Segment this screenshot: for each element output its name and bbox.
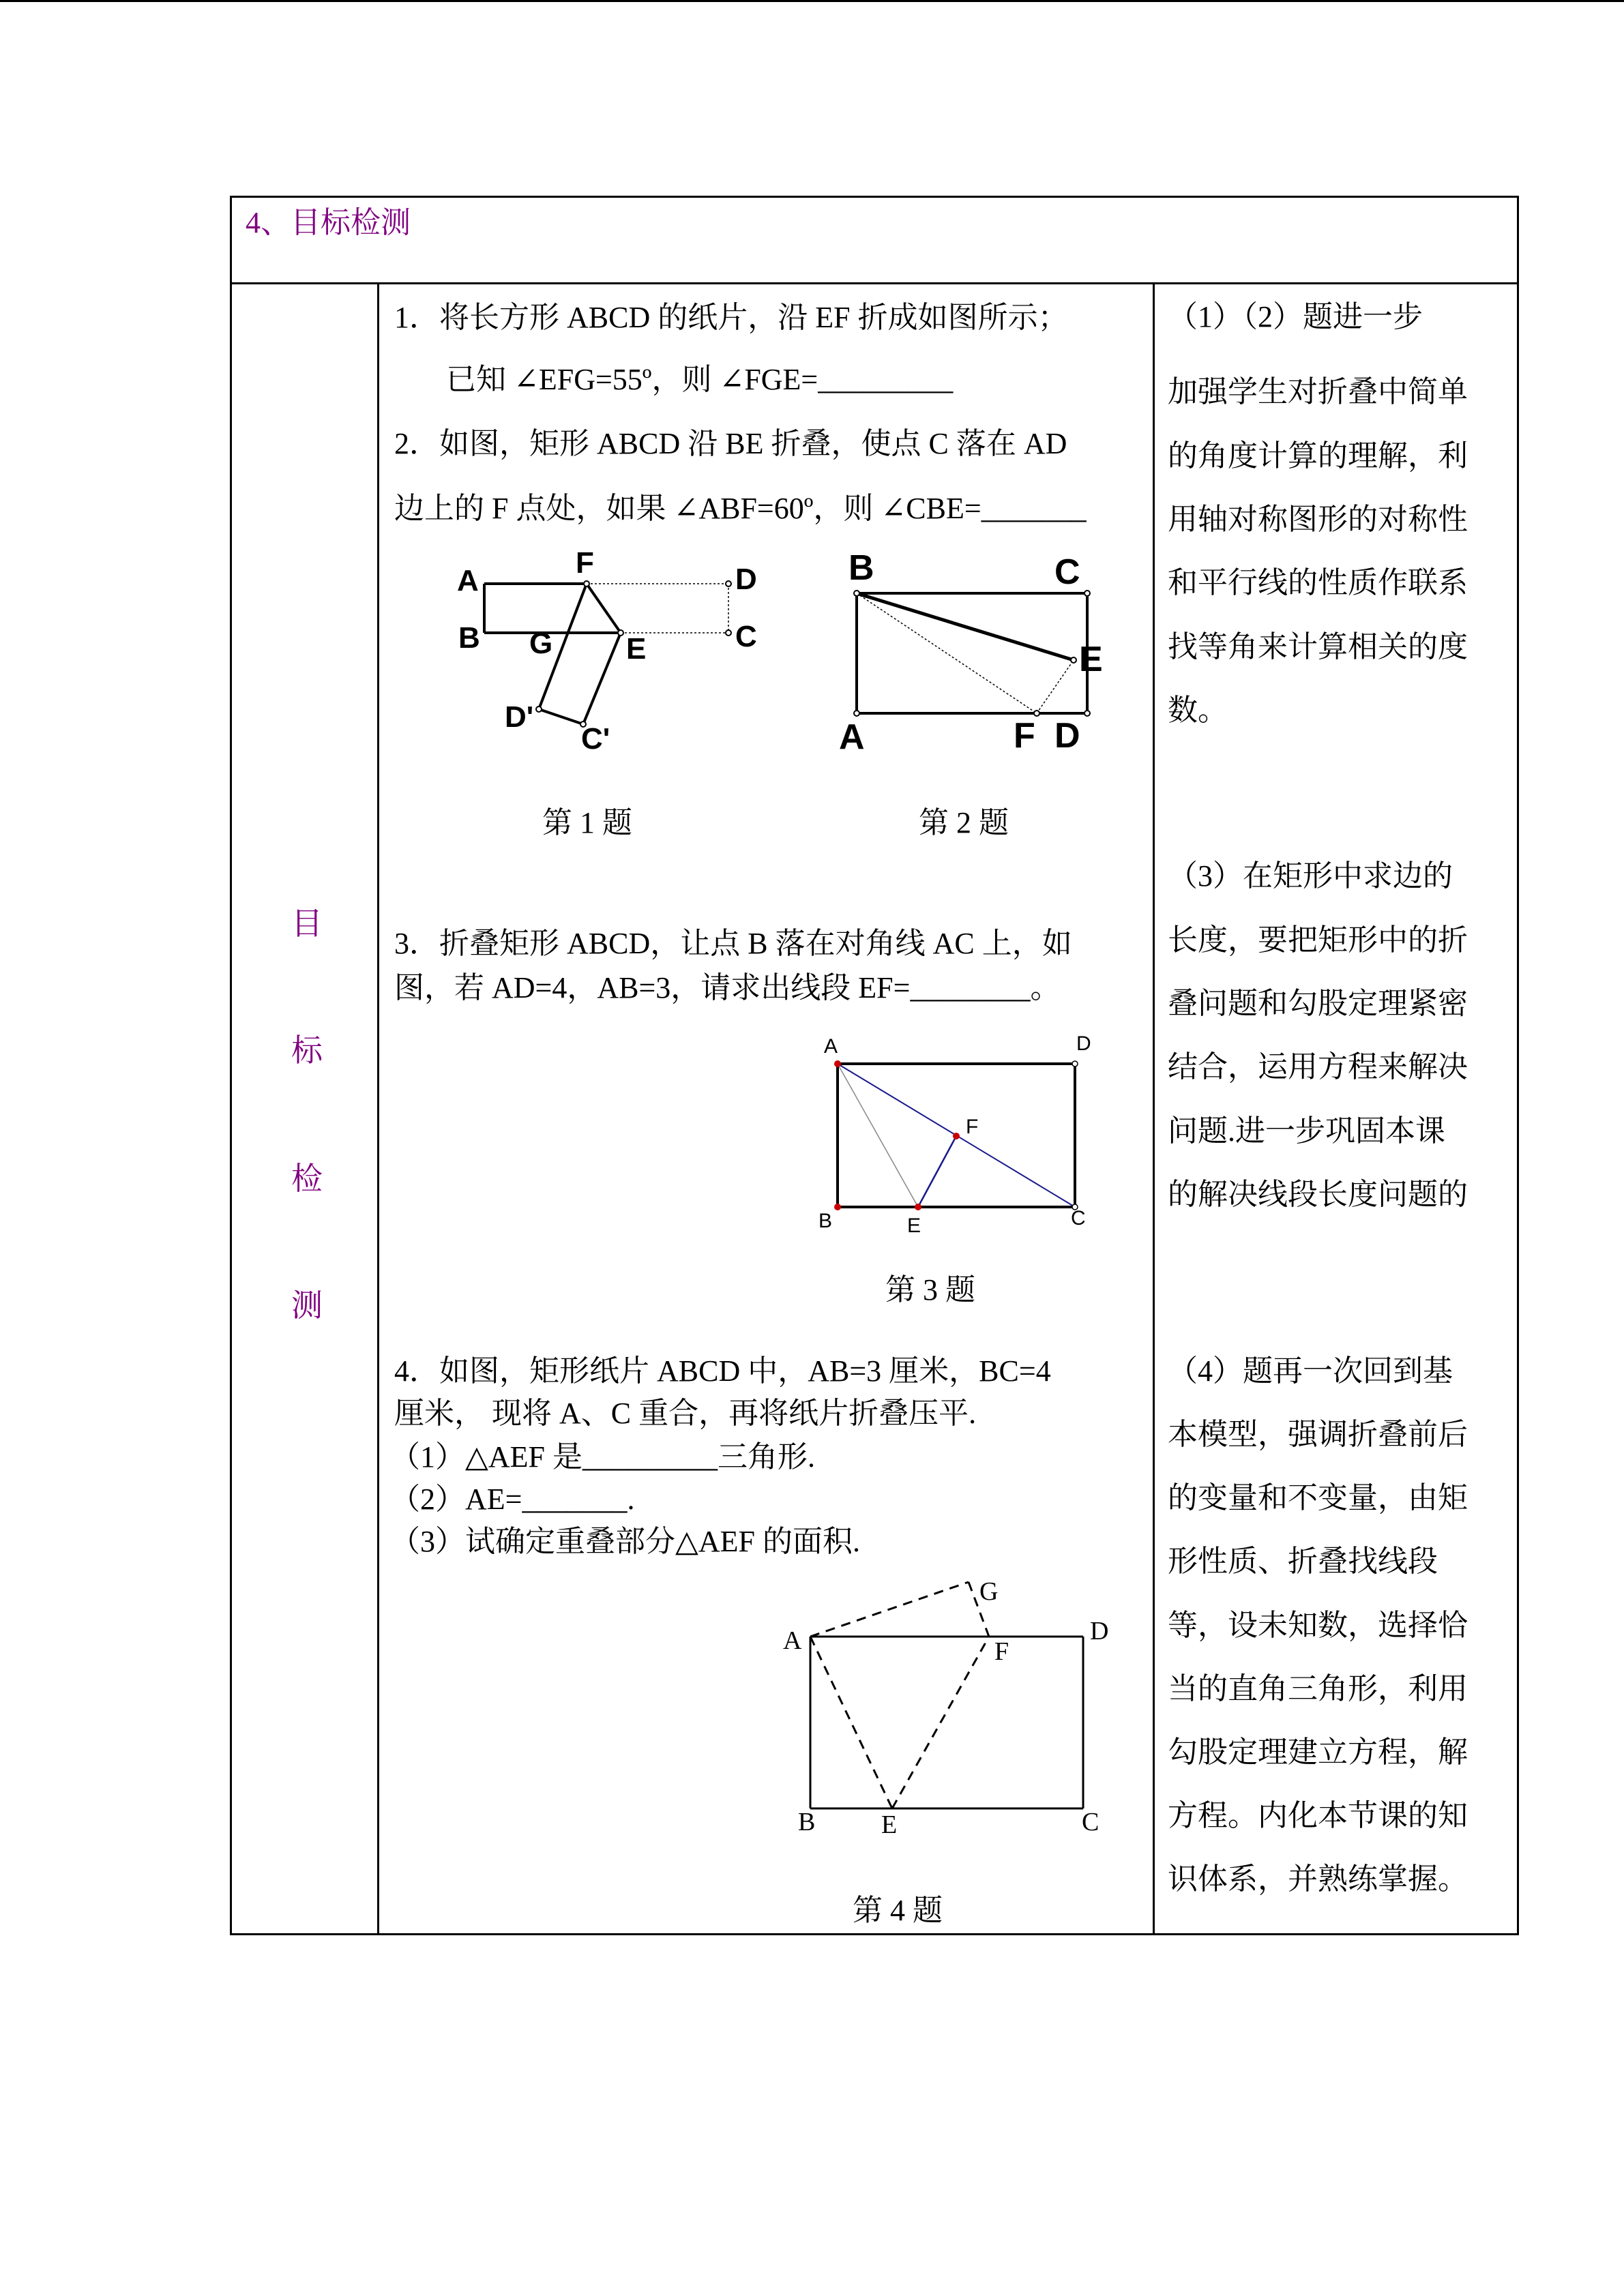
fig4-shapes <box>810 1582 1083 1808</box>
fig2-label-B: B <box>848 548 874 588</box>
caption-fig4: 第 4 题 <box>853 1894 943 1927</box>
fig1-label-C-prime: C' <box>581 722 610 756</box>
fig1-label-G: G <box>529 627 553 660</box>
note1-line1: （1）（2）题进一步 <box>1168 300 1423 333</box>
fig3-label-F: F <box>966 1116 979 1138</box>
fig2-label-C: C <box>1054 552 1080 592</box>
note3-line3: 的变量和不变量，由矩 <box>1168 1481 1468 1515</box>
note2-line1: （3）在矩形中求边的 <box>1168 859 1453 893</box>
fig2-label-D: D <box>1054 716 1080 756</box>
caption-fig3: 第 3 题 <box>885 1273 975 1307</box>
note3-line8: 方程。内化本节课的知 <box>1168 1799 1468 1832</box>
q4-line5: （3）试确定重叠部分△AEF 的面积. <box>390 1525 860 1558</box>
fig4-label-F: F <box>994 1637 1009 1666</box>
page-top-rule <box>0 0 1624 2</box>
q4-line4: （2）AE=_______. <box>390 1482 635 1516</box>
note2-line4: 结合，运用方程来解决 <box>1168 1050 1468 1084</box>
fig2-label-F: F <box>1014 716 1035 756</box>
fig4-label-A: A <box>783 1626 802 1655</box>
fig3-label-E: E <box>907 1214 921 1237</box>
figure-3 <box>812 1030 1105 1241</box>
fig1-label-D-prime: D' <box>505 700 534 734</box>
row-label-char-4: 测 <box>291 1288 323 1323</box>
fig1-label-A: A <box>457 564 479 597</box>
q3-line2: 图，若 AD=4，AB=3，请求出线段 EF=________。 <box>394 971 1061 1004</box>
q2-line2: 边上的 F 点处，如果 ∠ABF=60º，则 ∠CBE=_______ <box>394 492 1087 525</box>
q4-line2: 厘米， 现将 A、C 重合，再将纸片折叠压平. <box>394 1397 977 1430</box>
fig1-label-D: D <box>735 563 757 596</box>
note3-line4: 形性质、折叠找线段 <box>1168 1545 1438 1578</box>
note1-line3: 的角度计算的理解，利 <box>1168 439 1468 473</box>
note3-line1: （4）题再一次回到基 <box>1168 1354 1453 1388</box>
row-label-char-2: 标 <box>291 1033 323 1068</box>
fig4-label-C: C <box>1082 1808 1099 1836</box>
note2-line5: 问题.进一步巩固本课 <box>1168 1114 1445 1148</box>
fig1-label-F: F <box>576 546 594 580</box>
fig4-label-E: E <box>881 1810 898 1839</box>
note1-line5: 和平行线的性质作联系 <box>1168 566 1468 599</box>
q1-line2: 已知 ∠EFG=55º，则 ∠FGE=_________ <box>446 363 954 396</box>
fig3-label-A: A <box>824 1035 838 1058</box>
note2-line3: 叠问题和勾股定理紧密 <box>1168 987 1468 1020</box>
section-title: 4、目标检测 <box>246 206 411 239</box>
fig2-shapes <box>854 591 1090 716</box>
fig4-label-D: D <box>1090 1617 1109 1645</box>
note1-line2: 加强学生对折叠中简单 <box>1168 375 1468 408</box>
fig2-label-A: A <box>839 717 865 757</box>
note1-line6: 找等角来计算相关的度 <box>1168 630 1468 664</box>
note3-line7: 勾股定理建立方程，解 <box>1168 1735 1468 1769</box>
figure-1 <box>443 546 771 764</box>
note3-line6: 当的直角三角形，利用 <box>1168 1672 1468 1705</box>
fig3-shapes <box>834 1060 1078 1210</box>
note3-line9: 识体系，并熟练掌握。 <box>1168 1862 1468 1896</box>
fig4-label-G: G <box>979 1577 999 1606</box>
caption-fig1: 第 1 题 <box>542 806 632 839</box>
fig2-label-E: E <box>1079 640 1103 679</box>
fig1-label-C: C <box>735 620 757 653</box>
note1-line7: 数。 <box>1168 694 1228 727</box>
q2-line1: 2．如图，矩形 ABCD 沿 BE 折叠，使点 C 落在 AD <box>394 427 1067 460</box>
q4-line3: （1）△AEF 是_________三角形. <box>390 1440 815 1474</box>
note3-line2: 本模型，强调折叠前后 <box>1168 1418 1468 1451</box>
row-label-char-1: 目 <box>291 906 323 941</box>
note2-line6: 的解决线段长度问题的 <box>1168 1178 1468 1211</box>
fig1-label-E: E <box>626 632 647 666</box>
fig1-label-B: B <box>458 621 480 655</box>
row-label-char-3: 检 <box>291 1161 323 1196</box>
figure-2 <box>832 546 1119 764</box>
caption-fig2: 第 2 题 <box>919 806 1009 839</box>
note3-line5: 等，设未知数，选择恰 <box>1168 1609 1468 1642</box>
figure-4 <box>778 1568 1119 1841</box>
fig3-label-C: C <box>1071 1207 1086 1229</box>
note2-line2: 长度，要把矩形中的折 <box>1168 923 1468 957</box>
note1-line4: 用轴对称图形的对称性 <box>1168 503 1468 536</box>
q3-line1: 3．折叠矩形 ABCD，让点 B 落在对角线 AC 上，如 <box>394 927 1072 960</box>
fig3-label-D: D <box>1076 1032 1091 1055</box>
fig4-label-B: B <box>798 1808 816 1836</box>
q4-line1: 4．如图，矩形纸片 ABCD 中，AB=3 厘米，BC=4 <box>394 1354 1051 1388</box>
q1-line1: 1．将长方形 ABCD 的纸片，沿 EF 折成如图所示； <box>394 301 1068 334</box>
fig3-label-B: B <box>818 1210 833 1232</box>
